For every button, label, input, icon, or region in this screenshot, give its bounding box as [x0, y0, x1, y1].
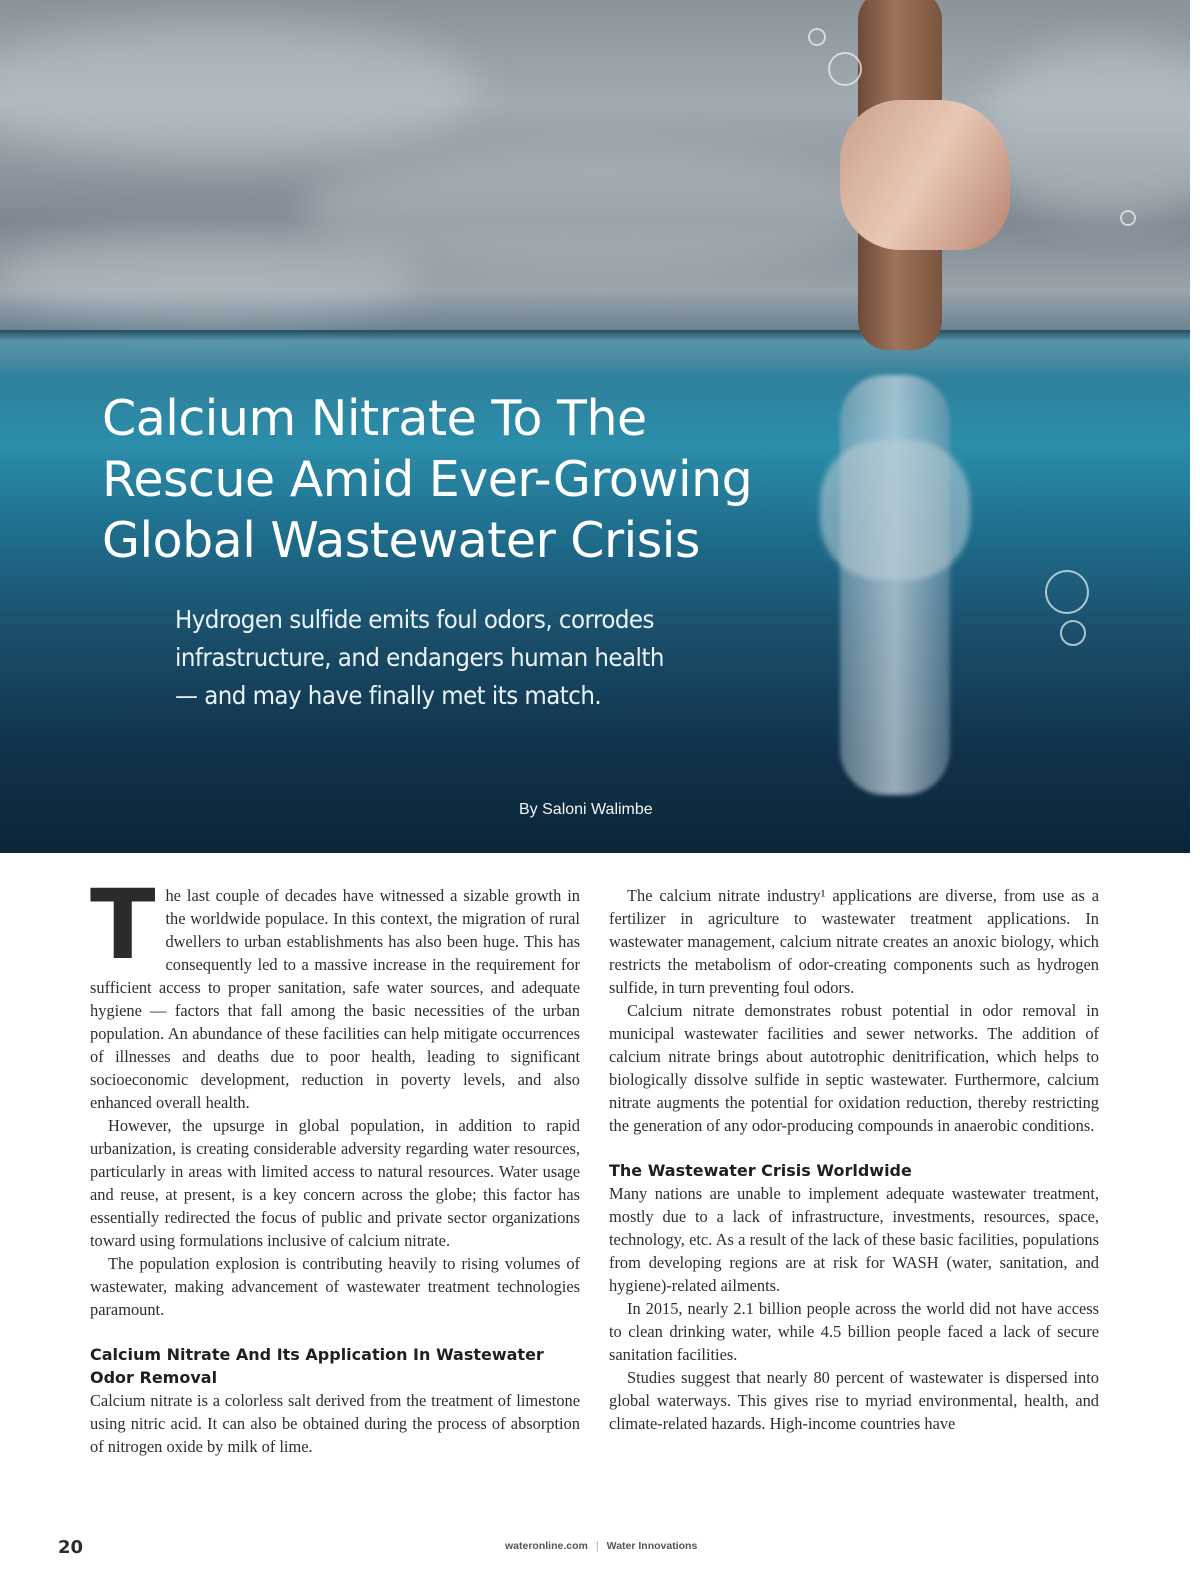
body-paragraph: Calcium nitrate demonstrates robust potential in odor removal in municipal wastewater facilities and sewer networks. The addition of calcium nitrate brings about autotrophic denitrification, which helps to biologically dissolve sulfide in septic wastewater. Furthermore, calcium nitrate augments the potential for oxidation reduction, thereby restricting the generation of any odor-producing compounds in anaerobic conditions.	[609, 1001, 1099, 1135]
section-heading: The Wastewater Crisis Worldwide	[609, 1161, 912, 1180]
cloud	[0, 230, 420, 320]
body-paragraph: The calcium nitrate industry¹ applications are diverse, from use as a fertilizer in agriculture to wastewater treatment applications. In wastewater management, calcium nitrate creates an anoxic biology, which restricts the metabolism of odor-creating components such as hydrogen sulfide, in turn preventing foul odors.	[609, 886, 1099, 997]
bubble	[828, 52, 862, 86]
horizon	[0, 330, 1190, 340]
left-column	[90, 869, 580, 1458]
body-paragraph: Many nations are unable to implement adequate wastewater treatment, mostly due to a lack of infrastructure, investments, resources, space, technology, etc. As a result of the lack of these basic facilities, populations from developing regions are at risk for WASH (water, sanitation, and hygiene)-related ailments.	[609, 1184, 1099, 1295]
footer	[505, 1540, 697, 1552]
footer-site: wateronline.com	[505, 1540, 588, 1552]
footer-publication: Water Innovations	[606, 1540, 698, 1552]
submerged-arm	[840, 375, 950, 795]
page-number: 20	[58, 1537, 84, 1558]
body-paragraph: Studies suggest that nearly 80 percent of wastewater is dispersed into global waterways. This gives rise to myriad environmental, health, and climate-related hazards. High-income countries have	[609, 1368, 1099, 1433]
byline: By Saloni Walimbe	[519, 801, 653, 818]
article-deck: Hydrogen sulfide emits foul odors, corrodes infrastructure, and endangers human health — and may have finally met its match.	[175, 605, 664, 710]
drop-cap: T	[90, 869, 156, 981]
body-paragraph: The population explosion is contributing heavily to rising volumes of wastewater, making advancement of wastewater treatment technologies paramount.	[90, 1254, 580, 1319]
bubble	[1045, 570, 1089, 614]
footer-separator: ❘	[592, 1540, 602, 1552]
submerged-hand	[820, 440, 970, 580]
intro-text: he last couple of decades have witnessed a sizable growth in the worldwide populace. In this context, the migration of rural dwellers to urban establishments has also been huge. This has consequently led to a massive increase in the requirement for sufficient access to proper sanitation, safe water sources, and adequate hygiene — factors that fall among the basic necessities of the urban population. An abundance of these facilities can help mitigate occurrences of illnesses and deaths due to poor health, leading to significant socioeconomic development, reduction in poverty levels, and also enhanced overall health.	[90, 886, 580, 1112]
bubble	[808, 28, 826, 46]
body-paragraph: In 2015, nearly 2.1 billion people across the world did not have access to clean drinking water, while 4.5 billion people faced a lack of secure sanitation facilities.	[609, 1299, 1099, 1364]
cloud	[0, 20, 480, 160]
bubble	[1060, 620, 1086, 646]
article-title: Calcium Nitrate To The Rescue Amid Ever-Growing Global Wastewater Crisis	[102, 390, 753, 569]
body-paragraph: Calcium nitrate is a colorless salt derived from the treatment of limestone using nitric acid. It can also be obtained during the process of absorption of nitrogen oxide by milk of lime.	[90, 1391, 580, 1456]
cloud	[980, 40, 1190, 220]
water-surface	[0, 340, 1190, 380]
intro-paragraph	[90, 869, 580, 1114]
bubble	[1120, 210, 1136, 226]
right-column	[609, 884, 1099, 1435]
section-heading: Calcium Nitrate And Its Application In Wastewater Odor Removal	[90, 1345, 544, 1387]
body-paragraph: However, the upsurge in global population, in addition to rapid urbanization, is creating considerable adversity regarding water resources, particularly in areas with limited access to natural resources. Water usage and reuse, at present, is a key concern across the globe; this factor has essentially redirected the focus of public and private sector organizations toward using formulations inclusive of calcium nitrate.	[90, 1116, 580, 1250]
clasped-hands	[840, 100, 1010, 250]
